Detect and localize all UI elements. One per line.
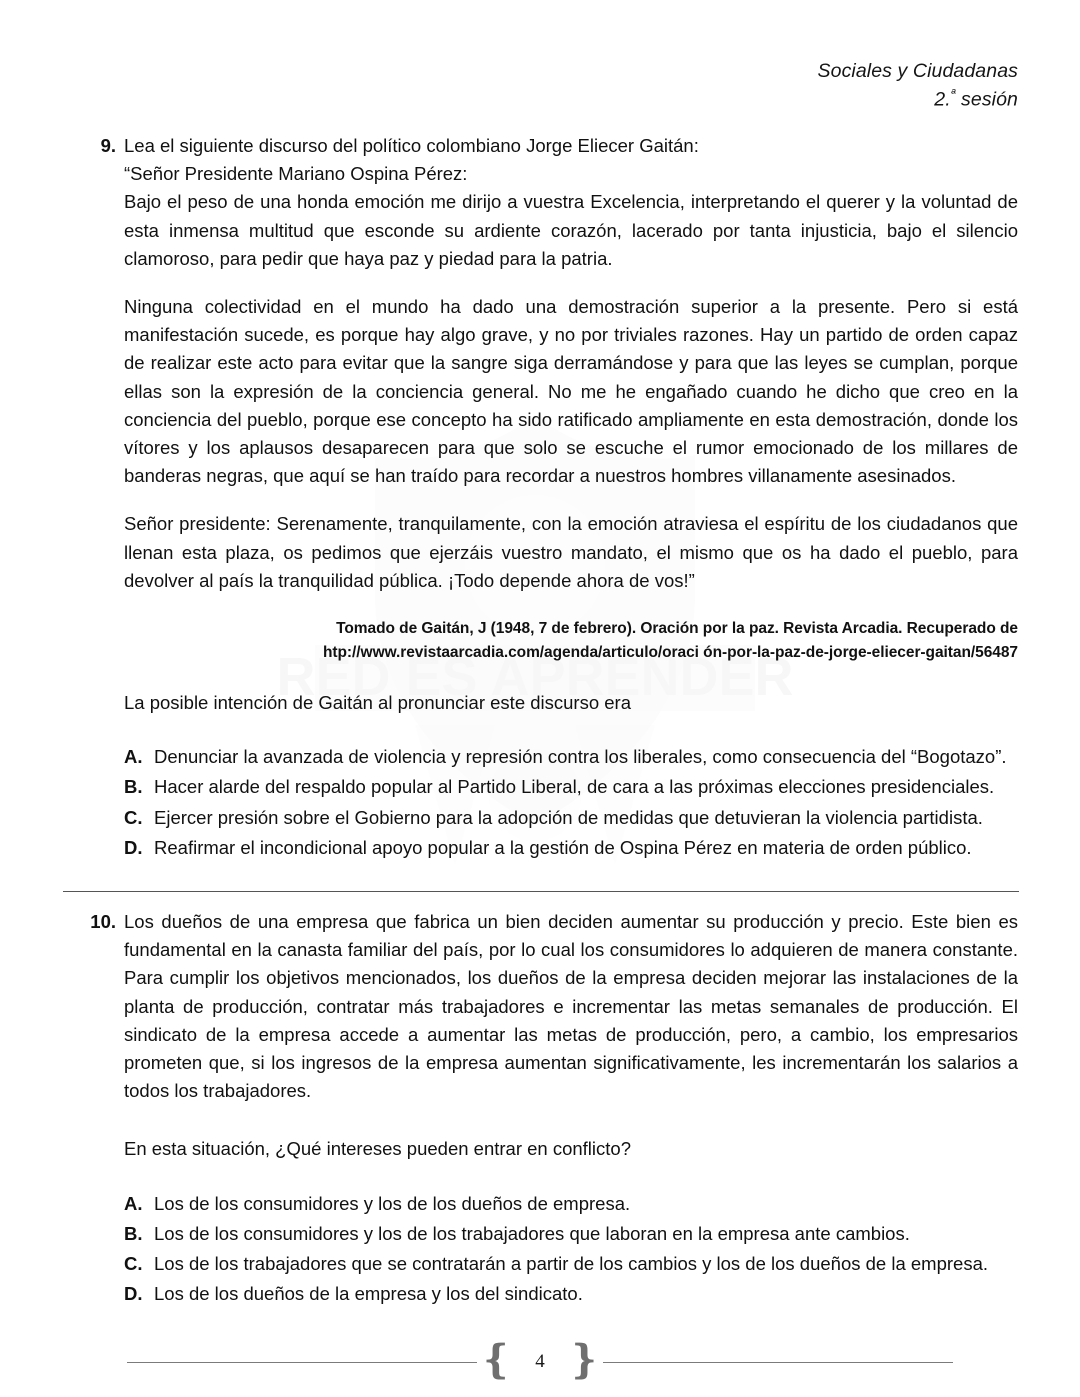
option-letter: D. xyxy=(124,1283,143,1305)
question-body-10 xyxy=(124,908,1018,1308)
page-footer xyxy=(0,1338,1080,1386)
option-letter: A. xyxy=(124,746,143,768)
option-letter: B. xyxy=(124,1222,143,1244)
option-text: Los de los dueños de la empresa y los del sindicato. xyxy=(154,1283,583,1305)
question-intro: Lea el siguiente discurso del político colombiano Jorge Eliecer Gaitán: xyxy=(124,135,699,156)
option-text: Denunciar la avanzada de violencia y represión contra los liberales, como consecuencia del “Bogotazo”. xyxy=(154,746,1007,768)
option-text: Los de los trabajadores que se contratarán a partir de los cambios y los de los dueños de la empresa. xyxy=(154,1253,989,1275)
question-block-9 xyxy=(63,132,1018,862)
option-c[interactable] xyxy=(124,804,1018,832)
question-number-9: 9. xyxy=(100,135,116,156)
question-stem-10: En esta situación, ¿Qué intereses pueden entrar en conflicto? xyxy=(124,1138,631,1160)
brace-right-icon: ❵ xyxy=(567,1337,601,1382)
question-divider xyxy=(63,891,1019,892)
option-c[interactable] xyxy=(124,1250,1018,1278)
option-b[interactable] xyxy=(124,773,1018,801)
page-number: 4 xyxy=(535,1351,545,1372)
speech-paragraph-3: Señor presidente: Serenamente, tranquilamente, con la emoción atraviesa el espíritu de los ciudadanos que llenan esta plaza, os pedimos que ejerzáis vuestro mandato, el mismo que os ha dado el pueblo, para devolver al país la tranquilidad pública. ¡Todo depende ahora de vos!” xyxy=(124,513,1018,591)
header-session-number: 2. xyxy=(934,88,951,111)
option-text: Reafirmar el incondicional apoyo popular a la gestión de Ospina Pérez en materia de orden público. xyxy=(154,836,972,858)
option-text: Hacer alarde del respaldo popular al Partido Liberal, de cara a las próximas elecciones presidenciales. xyxy=(154,776,995,798)
speech-salutation: “Señor Presidente Mariano Ospina Pérez: xyxy=(124,163,468,185)
option-text: Los de los consumidores y los de los dueños de empresa. xyxy=(154,1192,631,1214)
option-text: Ejercer presión sobre el Gobierno para la adopción de medidas que detuvieran la violencia partidista. xyxy=(154,806,983,828)
option-d[interactable] xyxy=(124,834,1018,862)
speech-paragraph-1: Bajo el peso de una honda emoción me dirijo a vuestra Excelencia, interpretando el querer y la voluntad de esta inmensa multitud que esconde su ardiente corazón, lacerado por tanta injusticia, bajo el silencio clamoroso, para pedir que haya paz y piedad para la patria. xyxy=(124,191,1018,269)
option-b[interactable] xyxy=(124,1220,1018,1248)
header-subject: Sociales y Ciudadanas xyxy=(817,60,1018,82)
source-citation-9 xyxy=(252,617,1018,665)
option-letter: D. xyxy=(124,836,143,858)
option-letter: C. xyxy=(124,806,143,828)
option-letter: A. xyxy=(124,1192,143,1214)
citation-line-1: Tomado de Gaitán, J (1948, 7 de febrero). Oración por la paz. Revista Arcadia. Recuperado de xyxy=(336,620,1018,638)
scenario-paragraph: Los dueños de una empresa que fabrica un bien deciden aumentar su producción y precio. Este bien es fundamental en la canasta familiar del país, por lo cual los consumidores lo adquieren de manera constante. Para cumplir los objetivos mencionados, los dueños de la empresa deciden mejorar las instalaciones de la planta de producción, contratar más trabajadores e incrementar las metas semanales de producción. El sindicato de la empresa accede a aumentar las metas de producción, pero, a cambio, los empresarios prometen que, si los ingresos de la empresa aumentan significativamente, les incrementarán los salarios a todos los trabajadores. xyxy=(124,911,1018,1102)
question-body-9 xyxy=(124,132,1018,862)
header-session-word: sesión xyxy=(955,88,1018,111)
citation-line-2: htp://www.revistaarcadia.com/agenda/articulo/oraci ón-por-la-paz-de-jorge-eliecer-gaitan/56487 xyxy=(322,644,1018,662)
footer-rule-right xyxy=(603,1362,953,1363)
option-text: Los de los consumidores y los de los trabajadores que laboran en la empresa ante cambios. xyxy=(154,1222,910,1244)
question-number-10: 10. xyxy=(90,911,116,932)
options-list-10 xyxy=(124,1190,1018,1309)
options-list-9 xyxy=(124,743,1018,862)
option-letter: B. xyxy=(124,776,143,798)
option-letter: C. xyxy=(124,1253,143,1275)
brace-left-icon: ❴ xyxy=(479,1337,513,1382)
speech-paragraph-2: Ninguna colectividad en el mundo ha dado una demostración superior a la presente. Pero si está manifestación sucede, es porque hay algo grave, y no por triviales razones. Hay un partido de orden capaz de realizar este acto para evitar que la sangre siga derramándose y para que las leyes se cumplan, porque ellas son la expresión de la conciencia general. No me he engañado cuando he dicho que creo en la conciencia del pueblo, porque ese concepto ha sido ratificado ampliamente en esta demostración, donde los vítores y los aplausos desaparecen para que solo se escuche el rumor emocionado de los millares de banderas negras, que aquí se han traído para recordar a nuestros hombres villanamente asesinados. xyxy=(124,296,1018,487)
question-row xyxy=(63,908,1018,1308)
header-session xyxy=(818,86,1018,114)
option-a[interactable] xyxy=(124,1190,1018,1218)
footer-rule-left xyxy=(127,1362,477,1363)
question-row xyxy=(63,132,1018,862)
question-stem-9: La posible intención de Gaitán al pronunciar este discurso era xyxy=(124,692,632,714)
header-session-ordinal: ª xyxy=(950,86,956,101)
page-header xyxy=(818,58,1018,114)
question-block-10 xyxy=(63,908,1018,1308)
option-d[interactable] xyxy=(124,1280,1018,1308)
option-a[interactable] xyxy=(124,743,1018,771)
